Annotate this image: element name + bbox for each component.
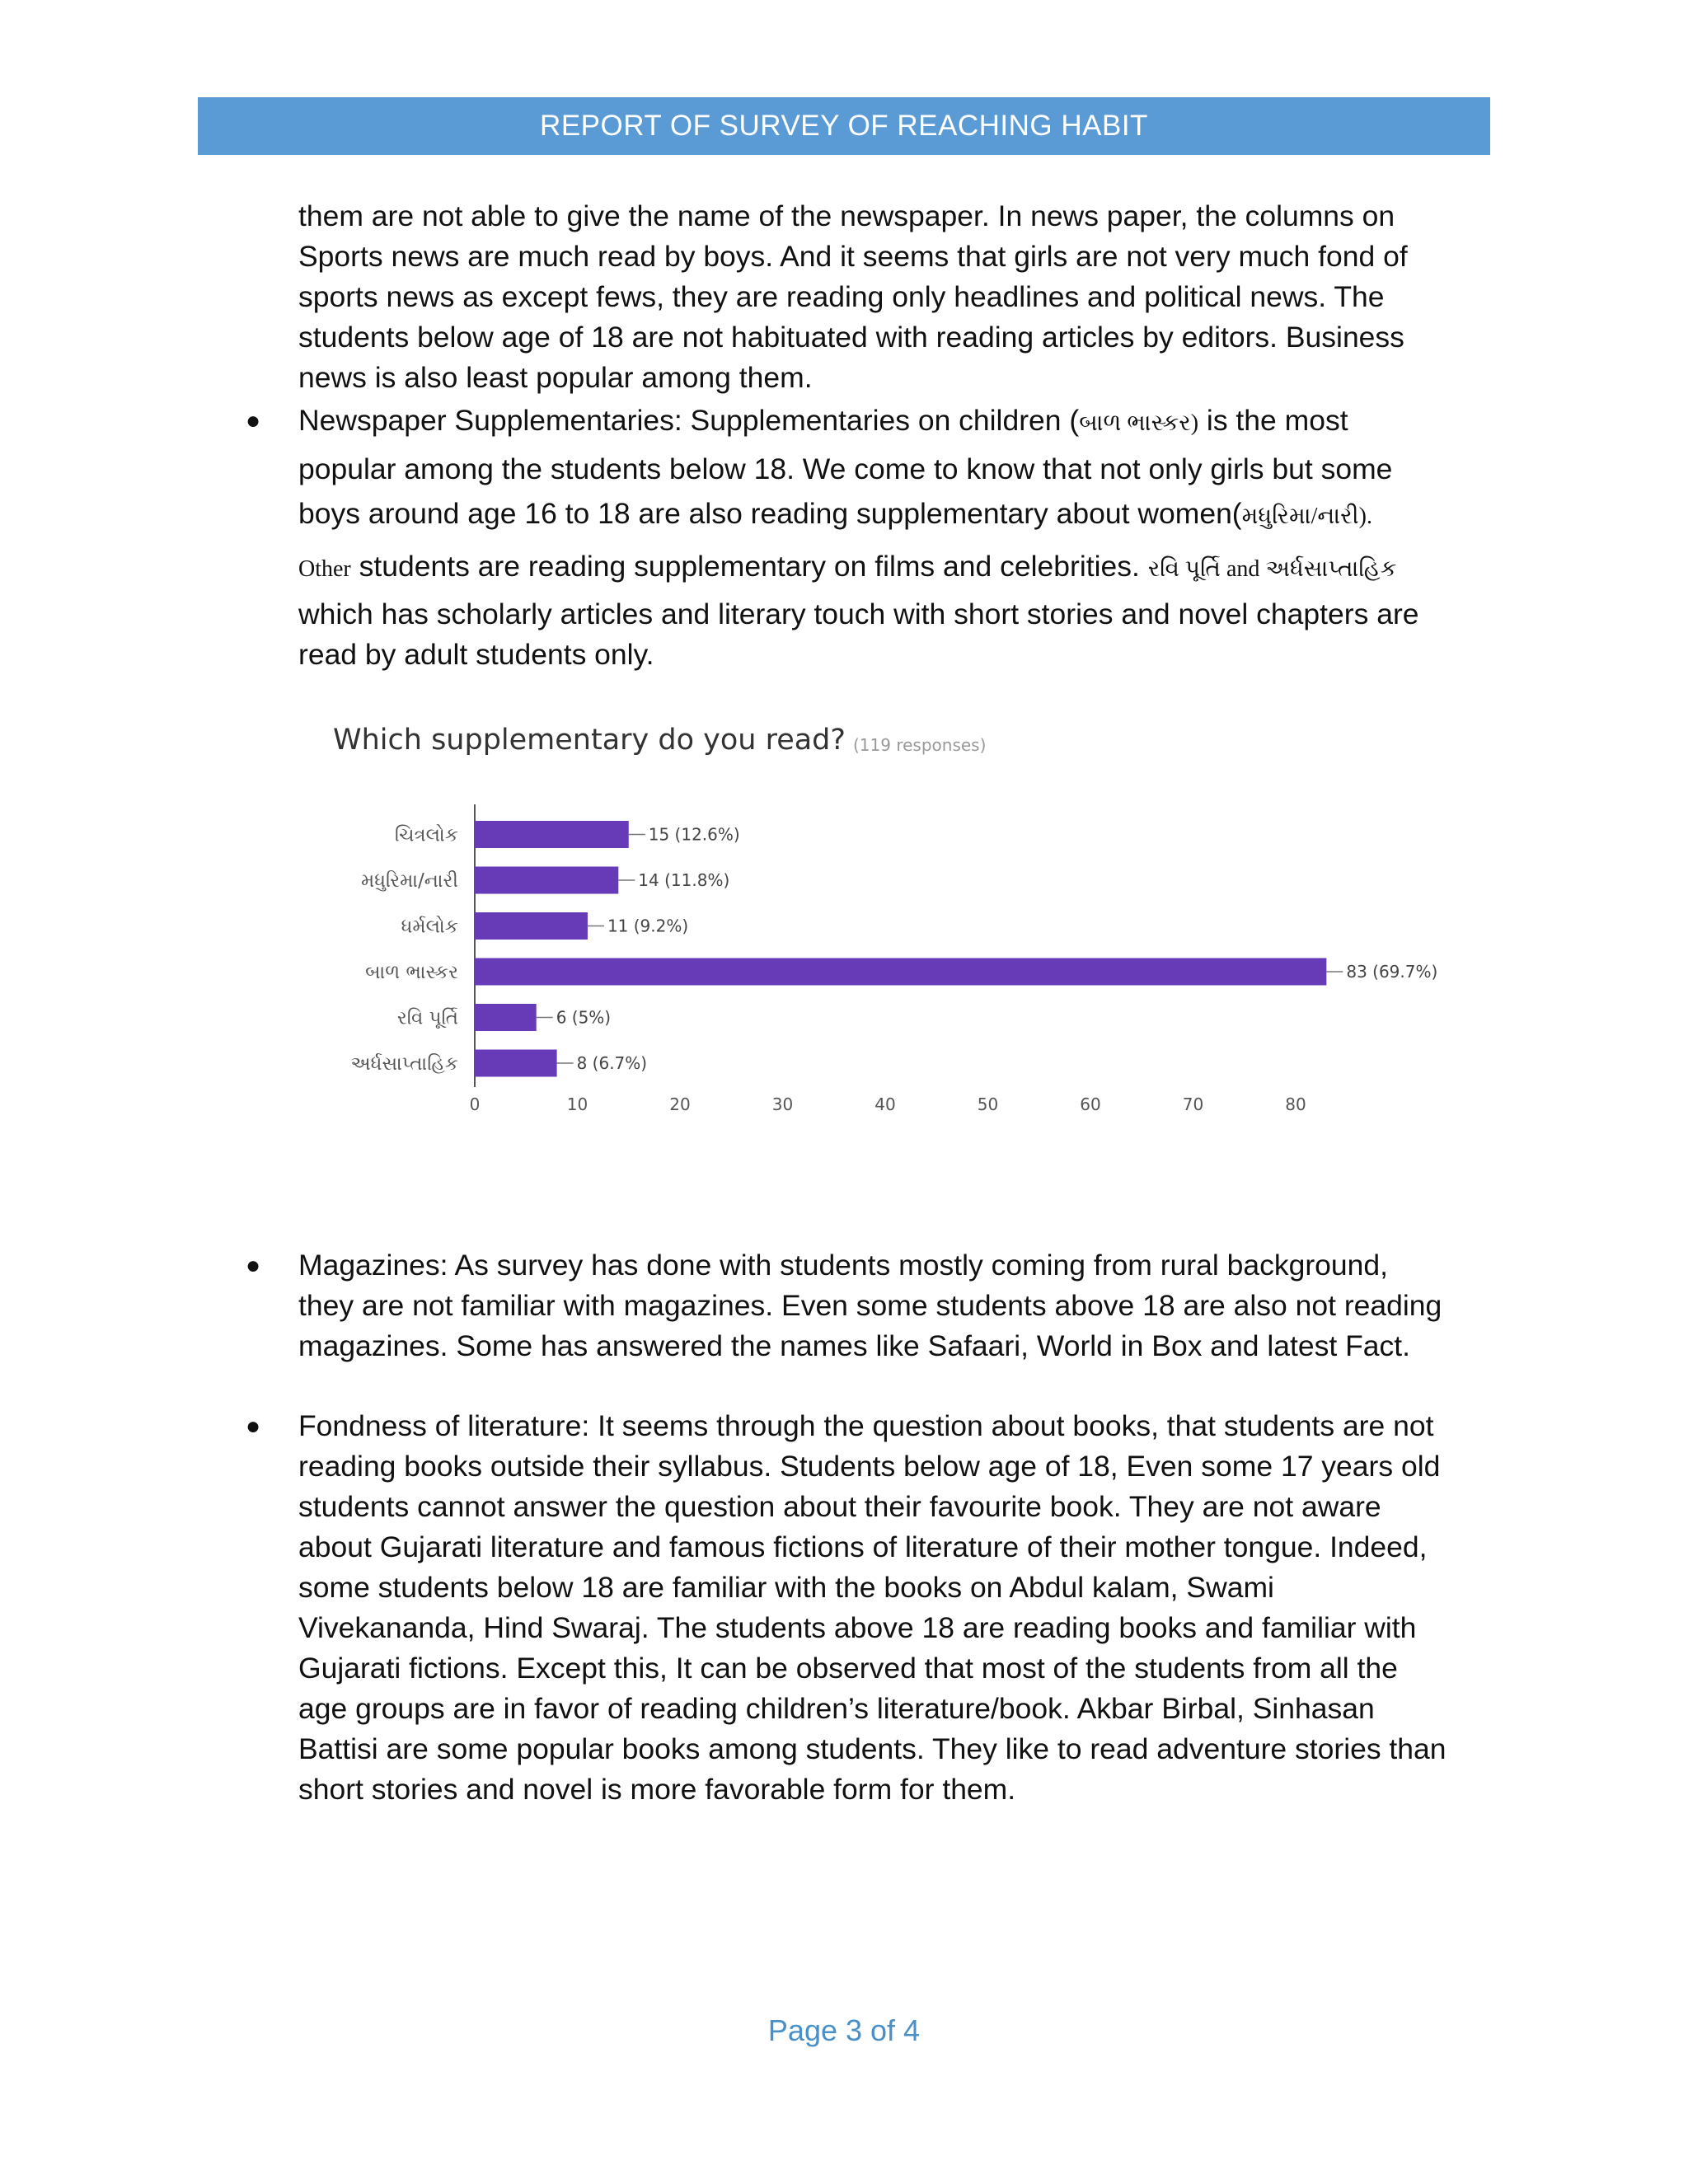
text-span: boys around age 16 to 18 are also reading supplementary about women( xyxy=(298,497,1242,530)
x-tick-label: 50 xyxy=(977,1094,999,1114)
x-tick-label: 20 xyxy=(669,1094,691,1114)
category-label: ધર્મલોક xyxy=(401,916,458,938)
text-span: and xyxy=(1221,556,1266,582)
supplementaries-line: which has scholarly articles and literary touch with short stories and novel chapters are xyxy=(298,598,1419,630)
report-header: REPORT OF SURVEY OF REACHING HABIT xyxy=(198,97,1490,155)
chart-svg xyxy=(313,717,1484,1129)
category-label: બાળ ભાસ્કર xyxy=(365,962,458,983)
text-span: students are reading supplementary on films and celebrities. xyxy=(350,550,1148,583)
category-label: અર્ધસાપ્તાહિક xyxy=(350,1053,458,1075)
x-tick-label: 40 xyxy=(874,1094,896,1114)
magazines-line: magazines. Some has answered the names like Safaari, World in Box and latest Fact. xyxy=(298,1329,1411,1362)
intro-line: sports news as except fews, they are reading only headlines and political news. The xyxy=(298,280,1385,313)
text-span: Other xyxy=(298,556,351,582)
supplementaries-line: read by adult students only. xyxy=(298,638,654,671)
bar xyxy=(475,1050,557,1077)
intro-line: Sports news are much read by boys. And it seems that girls are not very much fond of xyxy=(298,240,1408,273)
gujarati-text: રવિ પૂર્તિ xyxy=(1147,556,1221,582)
x-tick-label: 10 xyxy=(566,1094,588,1114)
chart-subtitle: (119 responses) xyxy=(853,735,987,755)
intro-line: news is also least popular among them. xyxy=(298,361,813,394)
x-tick-label: 80 xyxy=(1285,1094,1306,1114)
data-label: 8 (6.7%) xyxy=(576,1053,648,1073)
x-tick-label: 30 xyxy=(771,1094,794,1114)
literature-line: about Gujarati literature and famous fictions of literature of their mother tongue. Indeed, xyxy=(298,1530,1428,1563)
x-tick-label: 60 xyxy=(1080,1094,1101,1114)
bullet-icon: ● xyxy=(246,1252,261,1279)
magazines-line: they are not familiar with magazines. Even some students above 18 are also not reading xyxy=(298,1289,1442,1322)
text-span: Newspaper Supplementaries: Supplementaries on children ( xyxy=(298,404,1080,437)
bullet-icon: ● xyxy=(246,407,261,434)
bar xyxy=(475,821,629,848)
literature-line: Gujarati fictions. Except this, It can be observed that most of the students from all the xyxy=(298,1652,1398,1685)
page-number: Page 3 of 4 xyxy=(767,2013,921,2047)
bar xyxy=(475,912,588,940)
x-tick-label: 70 xyxy=(1182,1094,1204,1114)
literature-line: age groups are in favor of reading children’s literature/book. Akbar Birbal, Sinhasan xyxy=(298,1692,1375,1725)
data-label: 15 (12.6%) xyxy=(648,824,740,845)
data-label: 11 (9.2%) xyxy=(607,916,689,936)
supplementaries-line xyxy=(298,401,1502,443)
bar xyxy=(475,867,618,894)
literature-line: short stories and novel is more favorable form for them. xyxy=(298,1773,1016,1806)
gujarati-text: બાળ ભાસ્કર) xyxy=(1079,410,1199,436)
supplementaries-line: popular among the students below 18. We come to know that not only girls but some xyxy=(298,452,1393,485)
category-label: રવિ પૂર્તિ xyxy=(396,1007,458,1029)
category-label: ચિત્રલોક xyxy=(394,824,458,846)
literature-line: Battisi are some popular books among students. They like to read adventure stories than xyxy=(298,1732,1447,1765)
literature-line: Vivekananda, Hind Swaraj. The students above 18 are reading books and familiar with xyxy=(298,1611,1417,1644)
category-label: મધુરિમા/નારી xyxy=(361,870,458,892)
text-span: is the most xyxy=(1198,404,1348,437)
data-label: 14 (11.8%) xyxy=(638,870,730,890)
bar xyxy=(475,958,1326,986)
supplementary-chart xyxy=(313,717,1484,1129)
literature-line: students cannot answer the question about their favourite book. They are not aware xyxy=(298,1490,1381,1523)
literature-line: some students below 18 are familiar with the books on Abdul kalam, Swami xyxy=(298,1571,1274,1604)
bullet-icon: ● xyxy=(246,1413,261,1440)
gujarati-text: મધુરિમા/નારી). xyxy=(1241,504,1372,529)
bar xyxy=(475,1004,537,1031)
literature-line: reading books outside their syllabus. Students below age of 18, Even some 17 years old xyxy=(298,1450,1441,1483)
literature-line: Fondness of literature: It seems through the question about books, that students are not xyxy=(298,1409,1434,1442)
chart-title: Which supplementary do you read? xyxy=(333,724,846,757)
x-tick-label: 0 xyxy=(469,1094,481,1114)
data-label: 6 (5%) xyxy=(556,1007,612,1028)
magazines-line: Magazines: As survey has done with students mostly coming from rural background, xyxy=(298,1249,1389,1282)
supplementaries-line xyxy=(298,494,1502,537)
supplementaries-line xyxy=(298,546,1502,589)
intro-line: students below age of 18 are not habituated with reading articles by editors. Business xyxy=(298,321,1404,354)
data-label: 83 (69.7%) xyxy=(1346,962,1438,982)
intro-line: them are not able to give the name of the newspaper. In news paper, the columns on xyxy=(298,199,1395,232)
gujarati-text: અર્ધસાપ્તાહિક xyxy=(1265,556,1397,582)
